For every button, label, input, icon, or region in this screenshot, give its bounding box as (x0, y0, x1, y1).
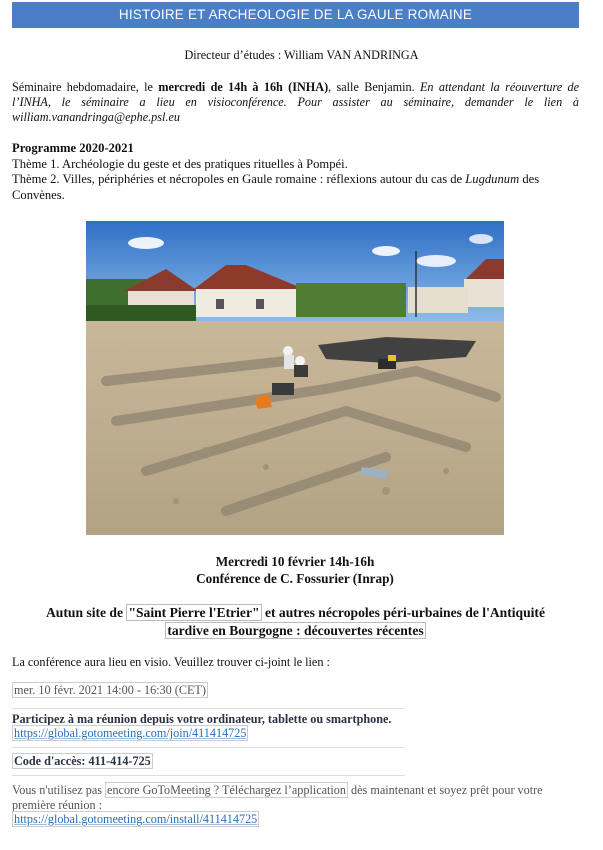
divider (12, 747, 405, 748)
conference-date: Mercredi 10 février 14h-16h (215, 554, 375, 569)
talk-title-site: "Saint Pierre l'Etrier" (128, 605, 260, 620)
seminar-notice: En attendant la réouverture de l’INHA, le séminaire a lieu en visioconférence. Pour assister au séminaire, demander le lien à william.vanandringa@ephe.psl.eu (12, 80, 579, 124)
theme-2-suffix: des Convènes. (12, 172, 540, 202)
seminar-paragraph (12, 80, 579, 125)
join-link-row (12, 726, 248, 741)
talk-title-part-1: Autun site de (45, 605, 127, 620)
join-instructions: Participez à ma réunion depuis votre ordinateur, tablette ou smartphone. (12, 712, 392, 726)
access-code-row (12, 754, 153, 769)
program-block (12, 141, 579, 203)
divider (12, 708, 405, 709)
excavation-photo (86, 221, 504, 535)
excavation-photo-illustration (86, 221, 504, 535)
divider (12, 775, 405, 776)
install-instructions (12, 783, 572, 813)
join-link[interactable]: https://global.gotomeeting.com/join/411414725 (14, 726, 247, 740)
visio-intro: La conférence aura lieu en visio. Veuillez trouver ci-joint le lien : (12, 655, 330, 669)
theme-2-italic: Lugdunum (465, 172, 520, 186)
seminar-prefix: Séminaire hebdomadaire, le (12, 80, 159, 94)
program-theme-1: Thème 1. Archéologie du geste et des pratiques rituelles à Pompéi. (12, 156, 348, 171)
talk-title-part-4: tardive en Bourgogne : découvertes récentes (167, 623, 424, 638)
access-code: Code d'accès: 411-414-725 (14, 754, 151, 768)
conference-header (0, 553, 590, 587)
meeting-datetime-text: mer. 10 févr. 2021 14:00 - 16:30 (CET) (14, 683, 206, 697)
install-link[interactable]: https://global.gotomeeting.com/install/411414725 (14, 812, 258, 826)
install-text-3: dès maintenant et soyez prêt pour votre première réunion : (12, 783, 543, 812)
program-theme-2 (12, 172, 579, 203)
seminar-suffix: , salle Benjamin. (328, 80, 420, 94)
talk-title-part-3: et autres nécropoles péri-urbaines de l'Antiquité (261, 605, 545, 620)
meeting-datetime (12, 683, 208, 698)
page-banner: HISTOIRE ET ARCHEOLOGIE DE LA GAULE ROMAINE (12, 2, 579, 28)
theme-2-text: Thème 2. Villes, périphéries et nécropoles en Gaule romaine : réflexions autour du cas de (12, 172, 466, 186)
program-title: Programme 2020-2021 (12, 141, 134, 155)
seminar-schedule: mercredi de 14h à 16h (INHA) (158, 80, 329, 94)
install-link-row (12, 812, 259, 827)
director-line: Directeur d’études : William VAN ANDRINGA (184, 48, 419, 62)
conference-speaker: Conférence de C. Fossurier (Inrap) (196, 571, 394, 586)
talk-title (12, 604, 579, 640)
install-text-2: encore GoToMeeting ? Téléchargez l’application (107, 783, 346, 797)
install-text-1: Vous n'utilisez pas (12, 783, 106, 797)
